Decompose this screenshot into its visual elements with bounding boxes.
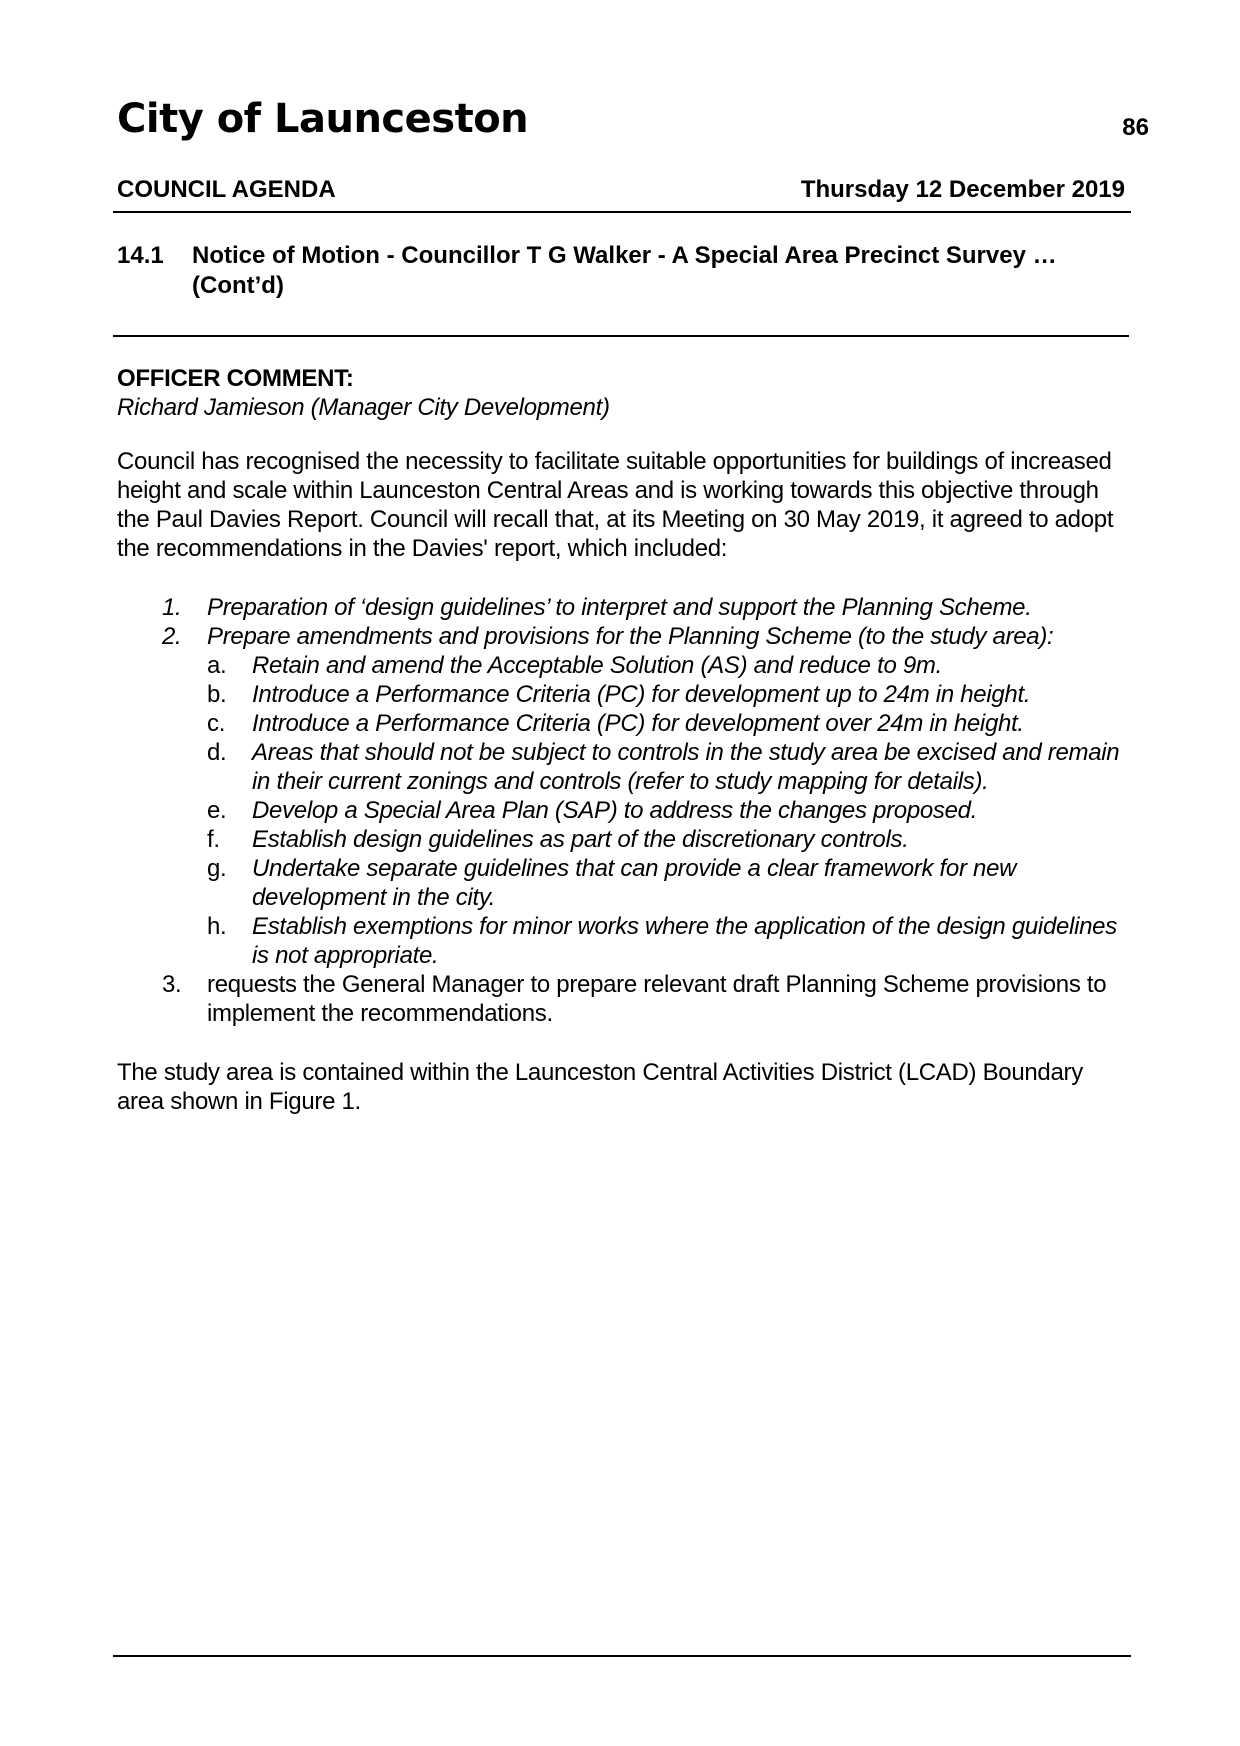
sub-list-item bbox=[207, 680, 1127, 709]
sub-list-item-text: Establish exemptions for minor works where the application of the design guidelines is not appropriate. bbox=[252, 913, 1117, 969]
sub-list-marker: e. bbox=[207, 797, 227, 824]
list-marker: 3. bbox=[162, 971, 182, 998]
sub-list-item-text: Establish design guidelines as part of the discretionary controls. bbox=[252, 826, 909, 853]
officer-comment-section bbox=[117, 364, 1127, 1146]
sub-list-marker: a. bbox=[207, 652, 227, 679]
page-number: 86 bbox=[1122, 114, 1149, 141]
header-divider bbox=[113, 211, 1131, 213]
list-item bbox=[117, 593, 1127, 622]
list-marker: 1. bbox=[162, 594, 182, 621]
sub-list-item bbox=[207, 738, 1127, 796]
intro-paragraph: Council has recognised the necessity to facilitate suitable opportunities for buildings of increased height and scale within Launceston Central Areas and is working towards this objective through the Paul Davies Report. Council will recall that, at its Meeting on 30 May 2019, it agreed to adopt the recommendations in the Davies' report, which included: bbox=[117, 448, 1114, 562]
item-number: 14.1 bbox=[117, 242, 164, 269]
sub-list-item bbox=[207, 709, 1127, 738]
sub-items-list bbox=[207, 651, 1127, 970]
sub-list-marker: h. bbox=[207, 913, 227, 940]
sub-list-item-text: Develop a Special Area Plan (SAP) to address the changes proposed. bbox=[252, 797, 978, 824]
sub-list-marker: f. bbox=[207, 826, 220, 853]
sub-list-item bbox=[207, 825, 1127, 854]
list-item-text: Prepare amendments and provisions for the Planning Scheme (to the study area): bbox=[207, 623, 1054, 650]
officer-comment-heading: OFFICER COMMENT: bbox=[117, 365, 354, 392]
list-item-text: Preparation of ‘design guidelines’ to interpret and support the Planning Scheme. bbox=[207, 594, 1032, 621]
closing-paragraph: The study area is contained within the Launceston Central Activities District (LCAD) Boundary area shown in Figure 1. bbox=[117, 1059, 1083, 1115]
agenda-date: Thursday 12 December 2019 bbox=[800, 176, 1125, 203]
item-heading-divider bbox=[113, 335, 1129, 337]
list-marker: 2. bbox=[162, 623, 182, 650]
sub-list-marker: b. bbox=[207, 681, 227, 708]
sub-list-marker: c. bbox=[207, 710, 226, 737]
sub-list-item-text: Areas that should not be subject to controls in the study area be excised and remain in their current zonings and controls (refer to study mapping for details). bbox=[252, 739, 1120, 795]
sub-list-marker: d. bbox=[207, 739, 227, 766]
sub-list-item bbox=[207, 854, 1127, 912]
sub-list-item bbox=[207, 796, 1127, 825]
officer-name: Richard Jamieson (Manager City Development) bbox=[117, 394, 610, 421]
sub-list-item-text: Retain and amend the Acceptable Solution (AS) and reduce to 9m. bbox=[252, 652, 942, 679]
sub-list-item bbox=[207, 912, 1127, 970]
sub-list-marker: g. bbox=[207, 855, 227, 882]
footer-divider bbox=[113, 1655, 1131, 1657]
org-title: City of Launceston bbox=[117, 96, 529, 142]
sub-list-item bbox=[207, 651, 1127, 680]
list-item-text: requests the General Manager to prepare relevant draft Planning Scheme provisions to implement the recommendations. bbox=[207, 971, 1107, 1027]
agenda-label: COUNCIL AGENDA bbox=[117, 176, 336, 203]
list-item bbox=[117, 970, 1127, 1028]
sub-list-item-text: Undertake separate guidelines that can provide a clear framework for new development in the city. bbox=[252, 855, 1017, 911]
sub-list-item-text: Introduce a Performance Criteria (PC) for development up to 24m in height. bbox=[252, 681, 1031, 708]
recommendations-list bbox=[117, 593, 1127, 1028]
list-item bbox=[117, 622, 1127, 970]
sub-list-item-text: Introduce a Performance Criteria (PC) for development over 24m in height. bbox=[252, 710, 1024, 737]
item-title: Notice of Motion - Councillor T G Walker - A Special Area Precinct Survey …(Cont’d) bbox=[192, 242, 1057, 299]
